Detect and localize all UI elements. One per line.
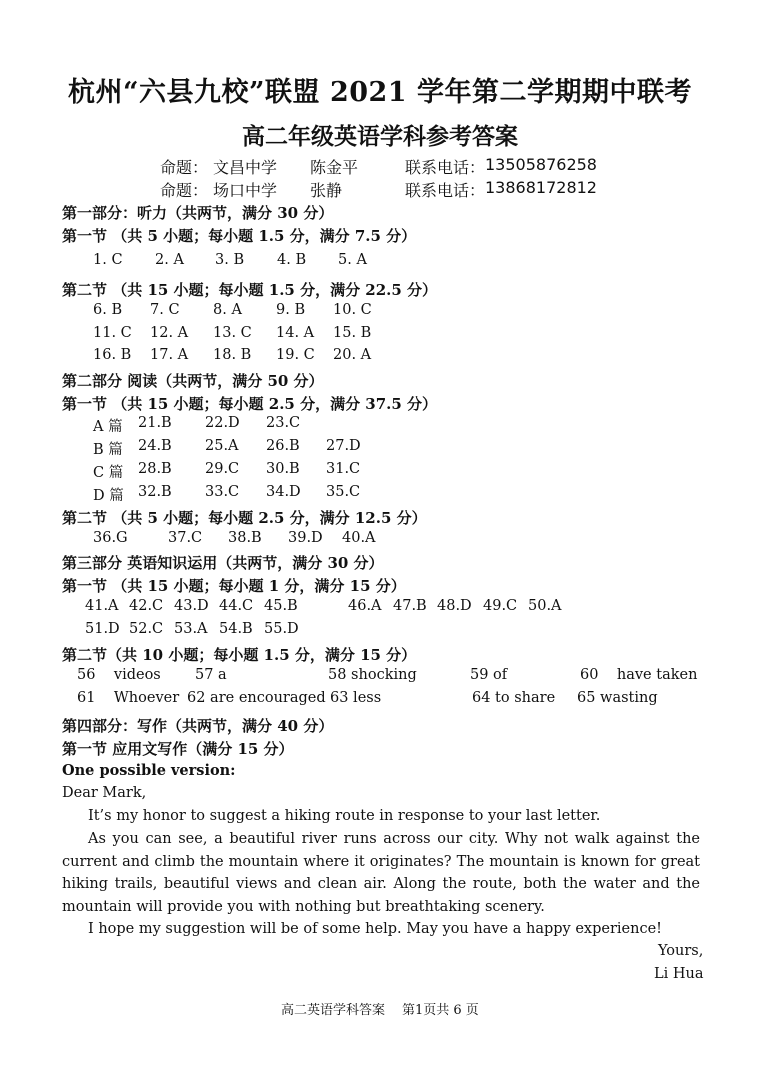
answer: 4. B <box>277 252 307 268</box>
answer: 27.D <box>326 438 361 454</box>
page-title: 杭州“六县九校”联盟 2021 学年第二学期期中联考 <box>67 77 692 108</box>
phone-number: 13868172812 <box>485 178 597 197</box>
answer: 30.B <box>266 461 300 477</box>
answer: 38.B <box>228 530 262 546</box>
answer: 17. A <box>150 347 189 363</box>
answer: 59 of <box>470 667 508 683</box>
answer: 63 less <box>330 690 382 706</box>
answer: 52.C <box>129 621 164 637</box>
answer: 23.C <box>266 415 301 431</box>
answer: 12. A <box>150 325 189 341</box>
letter-greeting: Dear Mark, <box>62 785 147 801</box>
answer: 11. C <box>93 325 132 341</box>
answer: 25.A <box>205 438 239 454</box>
phone-label: 联系电话： <box>405 181 486 200</box>
answer: 46.A <box>348 598 382 614</box>
answer: 56 videos <box>77 667 161 683</box>
passage-label: C 篇 <box>93 465 124 481</box>
answer: 3. B <box>215 252 245 268</box>
answer: 24.B <box>138 438 172 454</box>
letter-paragraph-3: I hope my suggestion will be of some help. May you have a happy experience! <box>88 921 662 937</box>
part2-sec1-title: 第一节 （共 15 小题；每小题 2.5 分，满分 37.5 分） <box>62 395 438 413</box>
phone-number: 13505876258 <box>485 155 597 174</box>
passage-label: B 篇 <box>93 442 123 458</box>
letter-closing: Yours, <box>658 943 704 959</box>
version-label: One possible version: <box>62 762 236 779</box>
answer: 54.B <box>219 621 253 637</box>
answer: 35.C <box>326 484 361 500</box>
phone-label: 联系电话： <box>405 158 486 177</box>
part4-title: 第四部分：写作（共两节，满分 40 分） <box>62 717 334 735</box>
answer: 61 Whoever <box>77 690 180 706</box>
answer: 34.D <box>266 484 301 500</box>
author-name: 张静 <box>310 181 343 200</box>
answer: 50.A <box>528 598 562 614</box>
answer: 60 have taken <box>580 667 698 683</box>
answer: 37.C <box>168 530 203 546</box>
author-label: 命题： <box>160 181 209 200</box>
answer: 43.D <box>174 598 209 614</box>
answer: 1. C <box>93 252 123 268</box>
author-label: 命题： <box>160 158 209 177</box>
answer: 13. C <box>213 325 252 341</box>
answer: 14. A <box>276 325 315 341</box>
answer: 40.A <box>342 530 376 546</box>
passage-label: A 篇 <box>93 419 123 435</box>
answer: 22.D <box>205 415 240 431</box>
answer: 8. A <box>213 302 242 318</box>
answer: 32.B <box>138 484 172 500</box>
part3-sec2-title: 第二节（共 10 小题；每小题 1.5 分，满分 15 分） <box>62 646 417 664</box>
answer: 16. B <box>93 347 132 363</box>
answer: 18. B <box>213 347 252 363</box>
answer: 42.C <box>129 598 164 614</box>
answer: 39.D <box>288 530 323 546</box>
answer: 55.D <box>264 621 299 637</box>
answer: 10. C <box>333 302 372 318</box>
page-subtitle: 高二年级英语学科参考答案 <box>242 123 518 150</box>
answer: 29.C <box>205 461 240 477</box>
answer: 20. A <box>333 347 372 363</box>
part4-sec1-title: 第一节 应用文写作（满分 15 分） <box>62 740 294 758</box>
answer: 33.C <box>205 484 240 500</box>
answer: 47.B <box>393 598 427 614</box>
footer-doc-name: 高二英语学科答案 <box>281 1003 386 1018</box>
answer: 48.D <box>437 598 472 614</box>
part1-sec2-title: 第二节 （共 15 小题；每小题 1.5 分，满分 22.5 分） <box>62 281 438 299</box>
part1-title: 第一部分：听力（共两节，满分 30 分） <box>62 204 334 222</box>
answer: 53.A <box>174 621 208 637</box>
part3-sec1-title: 第一节 （共 15 小题；每小题 1 分，满分 15 分） <box>62 577 406 595</box>
answer: 58 shocking <box>328 667 417 683</box>
part2-sec2-title: 第二节 （共 5 小题；每小题 2.5 分，满分 12.5 分） <box>62 509 427 527</box>
part3-title: 第三部分 英语知识运用（共两节，满分 30 分） <box>62 554 384 572</box>
answer: 15. B <box>333 325 372 341</box>
author-name: 陈金平 <box>310 158 359 177</box>
answer: 51.D <box>85 621 120 637</box>
letter-paragraph-1: It’s my honor to suggest a hiking route in response to your last letter. <box>88 808 601 824</box>
answer: 65 wasting <box>577 690 658 706</box>
part2-title: 第二部分 阅读（共两节，满分 50 分） <box>62 372 324 390</box>
author-school: 文昌中学 <box>213 158 278 177</box>
answer: 7. C <box>150 302 180 318</box>
letter-paragraph-2: As you can see, a beautiful river runs across our city. Why not walk against the current and climb the mountain where it originates? The mountain is known for great hiking trails, beautiful views and clean air. Along the route, both the water and the mountain will provide you with nothing but breathtaking scenery. <box>62 831 700 915</box>
answer: 31.C <box>326 461 361 477</box>
answer: 49.C <box>483 598 518 614</box>
answer: 26.B <box>266 438 300 454</box>
answer: 62 are encouraged <box>187 690 326 706</box>
answer: 9. B <box>276 302 306 318</box>
answer: 41.A <box>85 598 119 614</box>
answer: 5. A <box>338 252 367 268</box>
passage-label: D 篇 <box>93 488 124 504</box>
answer: 21.B <box>138 415 172 431</box>
answer: 45.B <box>264 598 298 614</box>
answer: 6. B <box>93 302 123 318</box>
answer: 2. A <box>155 252 184 268</box>
answer: 44.C <box>219 598 254 614</box>
answer: 36.G <box>93 530 128 546</box>
letter-signature: Li Hua <box>654 966 704 982</box>
footer-page-number: 第1页共 6 页 <box>402 1003 479 1018</box>
answer: 64 to share <box>472 690 556 706</box>
answer: 19. C <box>276 347 315 363</box>
part1-sec1-title: 第一节 （共 5 小题；每小题 1.5 分，满分 7.5 分） <box>62 227 417 245</box>
answer: 57 a <box>195 667 227 683</box>
author-school: 场口中学 <box>213 181 278 200</box>
answer: 28.B <box>138 461 172 477</box>
